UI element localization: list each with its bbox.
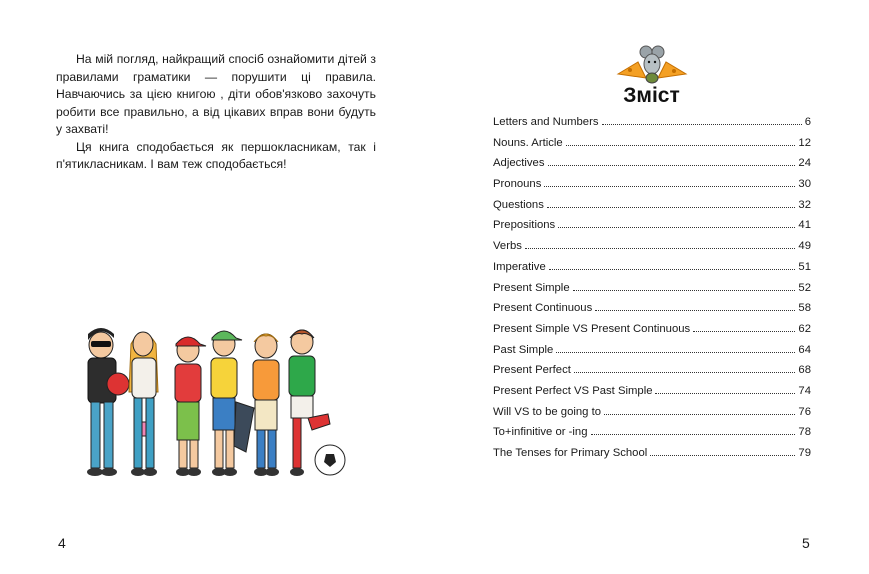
toc-leader-dots	[650, 446, 795, 456]
toc-entry-label: Present Perfect	[493, 364, 571, 377]
toc-entry[interactable]	[493, 425, 811, 446]
toc-leader-dots	[655, 384, 795, 394]
kid-sunglasses-icon	[87, 328, 129, 476]
toc-entry-label: Verbs	[493, 240, 522, 253]
toc-entry-label: Will VS to be going to	[493, 405, 602, 418]
toc-entry-label: Prepositions	[493, 219, 556, 232]
toc-entry[interactable]	[493, 301, 811, 322]
toc-entry-label: Adjectives	[493, 157, 545, 170]
toc-entry[interactable]	[493, 260, 811, 281]
toc-leader-dots	[548, 156, 796, 166]
toc-entry[interactable]	[493, 239, 811, 260]
toc-entry-label: Letters and Numbers	[493, 116, 599, 128]
page-number-right: 5	[802, 535, 810, 551]
toc-leader-dots	[573, 281, 796, 291]
toc-entry-page: 78	[798, 426, 811, 439]
intro-text	[56, 51, 376, 174]
toc-entry-page: 74	[798, 384, 811, 397]
toc-entry[interactable]	[493, 281, 811, 302]
toc-entry-label: Past Simple	[493, 343, 554, 356]
toc-entry[interactable]	[493, 322, 811, 343]
toc-entry[interactable]	[493, 136, 811, 157]
intro-paragraph-1: На мій погляд, найкращий спосіб ознайомити дітей з правилами граматики — порушити ці правила. Навчаючись за цією книгою , діти обов'язково захочуть робити все правильно, а від цікавих вправ вони будуть у захваті!	[56, 52, 376, 136]
toc-entry-label: Present Simple VS Present Continuous	[493, 322, 691, 335]
toc-entry-page: 24	[798, 157, 811, 170]
toc-entry[interactable]	[493, 156, 811, 177]
toc-leader-dots	[574, 363, 796, 373]
left-page	[0, 0, 434, 574]
table-of-contents	[493, 115, 811, 467]
toc-entry-page: 12	[798, 136, 811, 149]
toc-entry-page: 52	[798, 281, 811, 294]
toc-entry-page: 6	[804, 116, 811, 128]
toc-leader-dots	[693, 322, 795, 332]
toc-entry-label: Present Perfect VS Past Simple	[493, 384, 653, 397]
kid-red-cap-icon	[175, 337, 206, 476]
toc-entry-page: 58	[798, 302, 811, 315]
toc-entry-page: 51	[798, 260, 811, 273]
mouse-on-cheese-icon	[616, 44, 688, 84]
right-page	[434, 0, 869, 574]
kid-football-icon	[289, 330, 345, 476]
toc-leader-dots	[591, 425, 796, 435]
toc-leader-dots	[602, 115, 802, 125]
toc-entry[interactable]	[493, 363, 811, 384]
toc-entry-page: 79	[798, 447, 811, 459]
toc-entry-label: Questions	[493, 198, 544, 211]
toc-entry[interactable]	[493, 405, 811, 426]
toc-entry-page: 49	[798, 240, 811, 253]
toc-leader-dots	[595, 301, 795, 311]
group-of-cartoon-kids-illustration	[76, 322, 356, 484]
toc-entry-label: The Tenses for Primary School	[493, 447, 648, 459]
page-number-left: 4	[58, 535, 66, 551]
toc-entry-label: Present Continuous	[493, 302, 593, 315]
toc-entry-page: 64	[798, 343, 811, 356]
toc-entry-label: Pronouns	[493, 178, 542, 191]
kid-girl-icon	[129, 332, 158, 476]
toc-entry[interactable]	[493, 177, 811, 198]
toc-entry[interactable]	[493, 218, 811, 239]
toc-leader-dots	[556, 343, 795, 353]
toc-entry[interactable]	[493, 384, 811, 405]
toc-leader-dots	[544, 177, 795, 187]
toc-entry[interactable]	[493, 115, 811, 136]
toc-entry-page: 68	[798, 364, 811, 377]
toc-leader-dots	[525, 239, 796, 249]
toc-entry-page: 41	[798, 219, 811, 232]
toc-leader-dots	[549, 260, 796, 270]
toc-entry-page: 76	[798, 405, 811, 418]
toc-entry-page: 32	[798, 198, 811, 211]
toc-entry-page: 62	[798, 322, 811, 335]
toc-title: Зміст	[623, 84, 680, 107]
toc-leader-dots	[604, 405, 795, 415]
toc-leader-dots	[566, 136, 796, 146]
intro-paragraph-2: Ця книга сподобається як першокласникам, так і п'ятикласникам. І вам теж сподобається!	[56, 139, 376, 171]
toc-entry-label: To+infinitive or -ing	[493, 426, 588, 439]
toc-entry[interactable]	[493, 446, 811, 467]
kid-green-cap-icon	[211, 331, 254, 476]
toc-entry-page: 30	[798, 178, 811, 191]
toc-entry[interactable]	[493, 343, 811, 364]
kid-blonde-boy-icon	[253, 334, 279, 476]
toc-leader-dots	[558, 218, 795, 228]
toc-entry-label: Present Simple	[493, 281, 570, 294]
toc-entry-label: Nouns. Article	[493, 136, 563, 149]
toc-leader-dots	[547, 198, 796, 208]
toc-entry[interactable]	[493, 198, 811, 219]
toc-entry-label: Imperative	[493, 260, 546, 273]
